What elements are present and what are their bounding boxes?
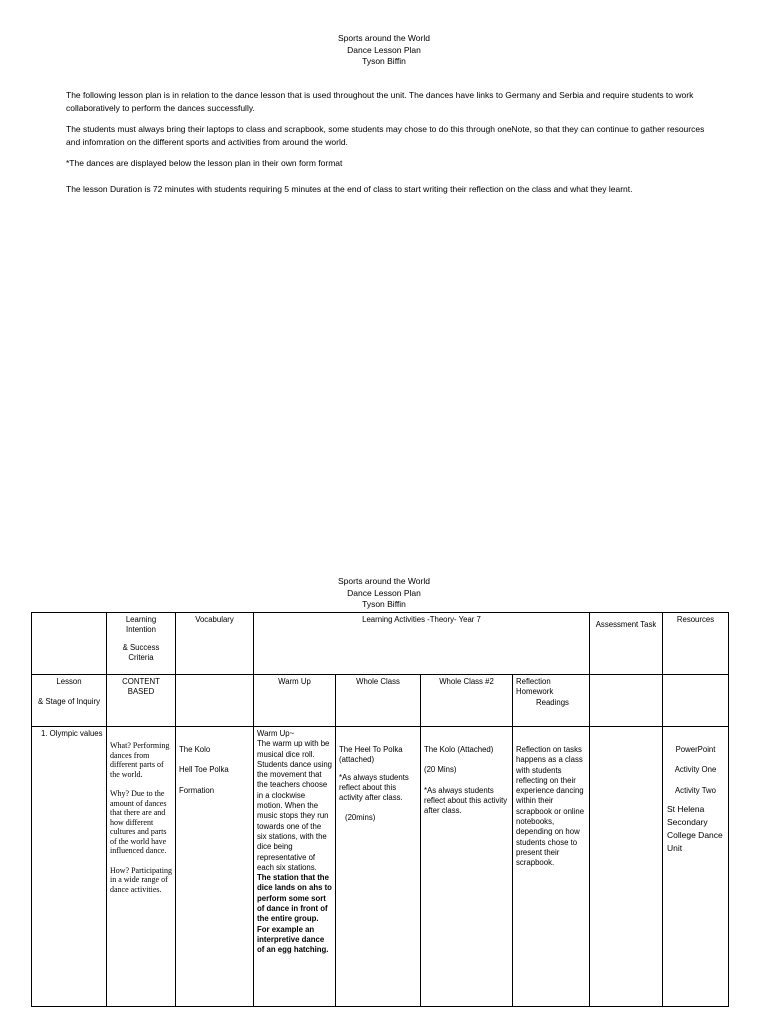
heel-to-polka-note: *As always students reflect about this activity after class. [339,772,409,803]
table-header-subtitle: Dance Lesson Plan [347,587,421,598]
assessment-cell [590,727,663,1007]
lesson-title: 1. Olympic values [41,729,103,738]
lesson-label: Lesson [56,677,82,686]
vocabulary-subheader [176,675,254,727]
table-header-title: Sports around the World [338,576,430,586]
learning-activities-header: Learning Activities -Theory- Year 7 [254,613,590,675]
empty-header-cell [32,613,107,675]
reflection-cell [513,727,590,1007]
lesson-plan-table [31,612,729,1007]
kolo-time: (20 Mins) [424,765,457,775]
whole-class-2-cell [421,727,513,1007]
readings-label: Readings [536,697,569,707]
whole-class-header: Whole Class [336,675,421,727]
success-criteria-label: & Success Criteria [122,642,160,662]
lesson-header [32,675,107,727]
resource-powerpoint: PowerPoint [675,745,716,754]
resource-activity-one: Activity One [674,765,717,775]
table-header-row [32,613,729,675]
reflection-header [513,675,590,727]
intro-paragraph-2: The students must always bring their laptops to class and scrapbook, some students may chose to do this through oneNote, so that they can continue to gather resources and infomration on the different sports and activities from around the world. [66,124,705,147]
vocab-kolo: The Kolo [179,745,211,754]
content-cell [107,727,176,1007]
reflection-label: Reflection Homework [516,677,554,697]
content-why: Why? Due to the amount of dances that there are and how different cultures and parts of the world have influenced dance. [110,789,167,855]
document-header [0,33,768,68]
vocab-hell-toe-polka: Hell Toe Polka [179,765,229,775]
resource-dance-unit: St Helena Secondary College Dance Unit [667,803,723,853]
warm-up-station-description: The station that the dice lands on ahs to perform some sort of dance in front of the entire group. For example an interpretive dance of an egg hatching. [257,873,332,955]
header-subtitle: Dance Lesson Plan [347,44,421,55]
warm-up-cell [254,727,336,1007]
table-header-author: Tyson Biffin [362,599,406,609]
resources-cell [663,727,729,1007]
warm-up-header: Warm Up [254,675,336,727]
content-what: What? Performing dances from different parts of the world. [110,741,170,779]
content-how: How? Participating in a wide range of dance activities. [110,865,172,894]
table-row [32,727,729,1007]
vocabulary-cell [176,727,254,1007]
warm-up-description: The warm up with be musical dice roll. Students dance using the movement that the teachers choose in a clockwise motion. When the music stops they run towards one of the six stations, with the dice being representative of each six stations. [257,739,332,872]
intro-paragraph-1: The following lesson plan is in relation to the dance lesson that is used throughout the unit. The dances have links to Germany and Serbia and require students to work collaboratively to perform the dances successfully. [66,90,694,113]
header-author: Tyson Biffin [362,56,406,66]
assessment-label: Assessment Task [595,620,657,629]
warm-up-title: Warm Up~ [257,729,295,738]
stage-label: & Stage of Inquiry [38,697,100,707]
assessment-subheader [590,675,663,727]
table-header [0,576,768,611]
resource-activity-two: Activity Two [674,785,717,795]
whole-class-2-header: Whole Class #2 [421,675,513,727]
kolo-title: The Kolo (Attached) [424,745,494,754]
vocabulary-header: Vocabulary [176,613,254,675]
intro-paragraph-3: *The dances are displayed below the lesson plan in their own form format [66,158,343,168]
whole-class-cell [336,727,421,1007]
heel-to-polka-title: The Heel To Polka (attached) [339,745,403,765]
intro-paragraph-4: The lesson Duration is 72 minutes with students requiring 5 minutes at the end of class to start writing their reflection on the class and what they learnt. [66,184,633,194]
assessment-header [590,613,663,675]
vocab-formation: Formation [179,785,215,795]
table-subheader-row [32,675,729,727]
learning-intention-label: Learning Intention [125,615,157,635]
lesson-cell [32,727,107,1007]
kolo-note: *As always students reflect about this activity after class. [424,785,508,816]
resources-header: Resources [663,613,729,675]
content-header: CONTENT BASED [107,675,176,727]
reflection-text: Reflection on tasks happens as a class with students reflecting on their experience dancing within their scrapbook or online notebooks, depending on how students chose to present their scrapbook. [516,745,585,868]
learning-intention-header [107,613,176,675]
header-title: Sports around the World [338,33,430,43]
resources-subheader [663,675,729,727]
heel-to-polka-time: (20mins) [345,813,376,823]
